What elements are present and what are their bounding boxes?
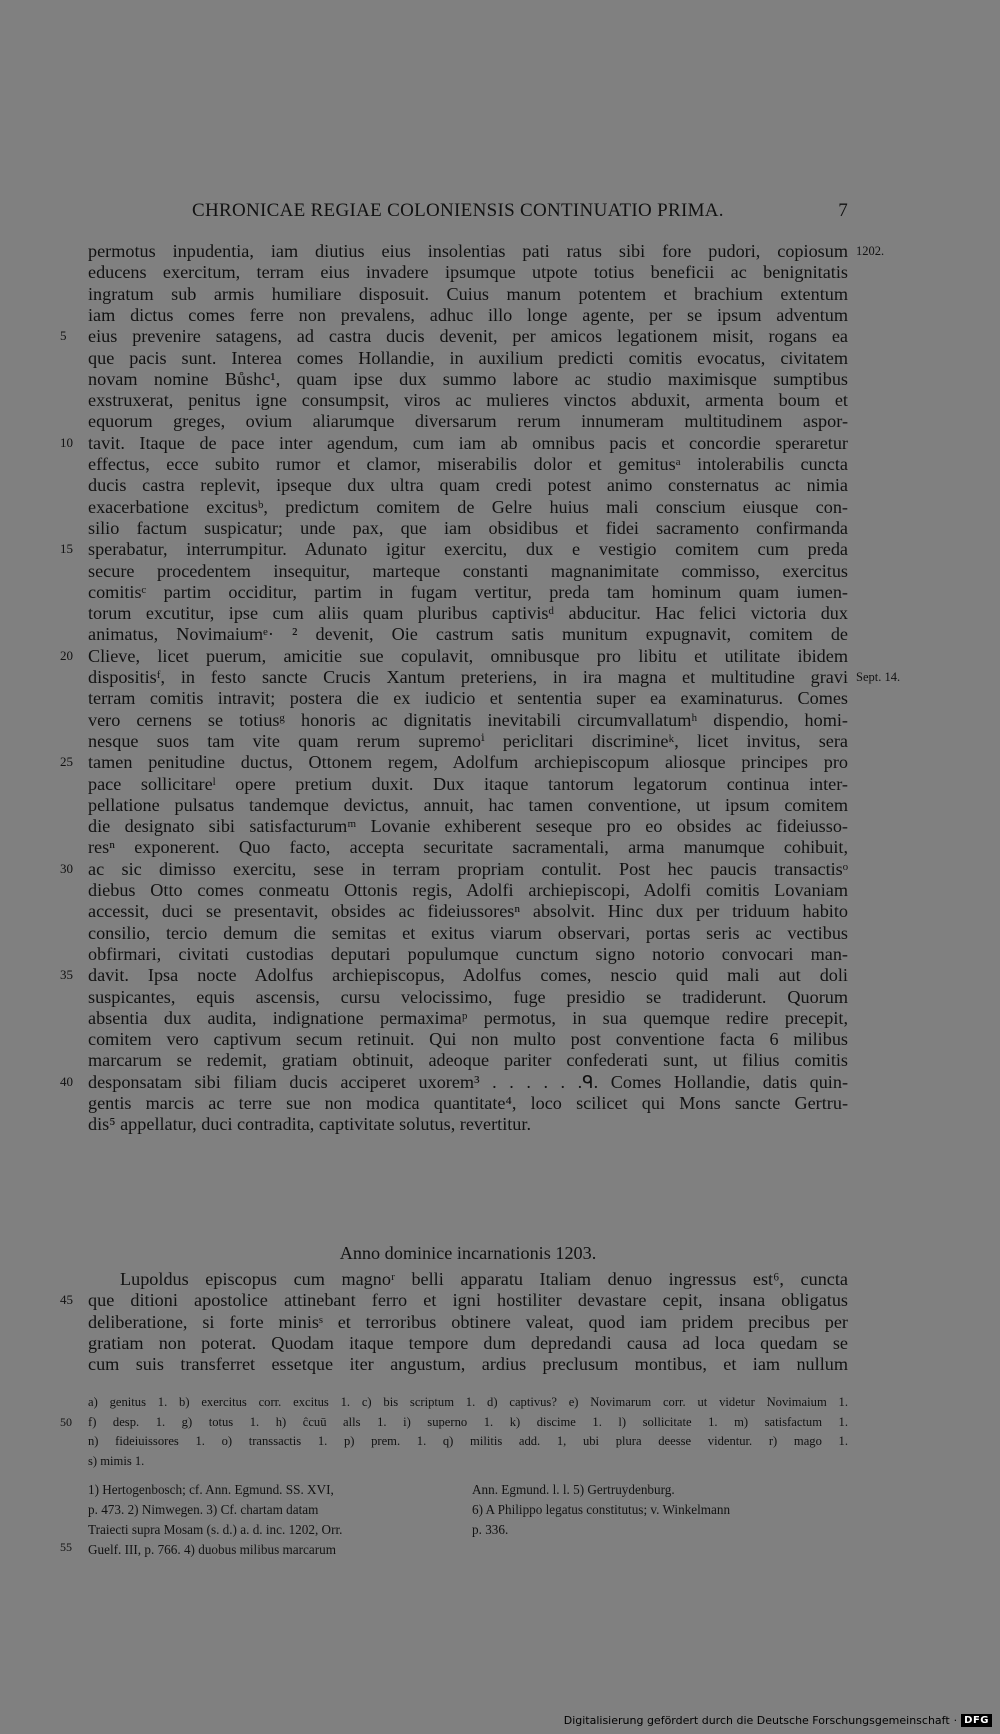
text-line [0,496,1000,518]
text-line [0,645,1000,667]
apparatus-line [0,1392,1000,1412]
text-line [0,1353,1000,1375]
text-line [0,304,1000,326]
running-header [88,200,848,224]
text-line [0,815,1000,837]
line-text: gratiam non poterat. Quodam itaque tempore dum depredandi causa ad loca quedam se [88,1332,848,1353]
note-line: Traiecti supra Mosam (s. d.) a. d. inc. 1202, Orr. [88,1522,343,1537]
text-line [0,1049,1000,1071]
apparatus-line [0,1431,1000,1451]
line-text: torum excutitur, ipse cum aliis quam pluribus captivisᵈ abducitur. Hac felici victoria dux [88,603,848,624]
text-line [0,325,1000,347]
line-text: davit. Ipsa nocte Adolfus archiepiscopus, Adolfus comes, nescio quid mali aut doli [88,965,848,986]
line-text: resⁿ exponerent. Quo facto, accepta securitate sacramentali, arma manumque cohibuit, [88,837,848,858]
note-line: Guelf. III, p. 766. 4) duobus milibus marcarum [88,1542,336,1557]
line-text: nesque suos tam vite quam rerum supremoⁱ periclitari discrimineᵏ, licet invitus, sera [88,730,848,751]
text-line [0,687,1000,709]
text-line [0,1113,1000,1135]
note-line: p. 336. [472,1522,509,1537]
text-line [0,794,1000,816]
text-line [0,879,1000,901]
line-text: Clieve, licet puerum, amicitie sue copulavit, omnibusque pro libitu et utilitate ibidem [88,645,848,666]
line-text: s) mimis 1. [88,1453,145,1468]
line-text: eius prevenire satagens, ad castra ducis devenit, per amicos legationem misit, rogans ea [88,326,848,347]
line-text: sperabatur, interrumpitur. Adunato igitur exercitu, dux e vestigio comitem cum preda [88,539,848,560]
notes-column-right [472,1480,730,1540]
text-line [0,1028,1000,1050]
margin-date-note: Sept. 14. [856,670,901,684]
text-line [0,943,1000,965]
text-line [0,730,1000,752]
text-line [0,538,1000,560]
text-line [0,1311,1000,1333]
line-text: educens exercitum, terram eius invadere ipsumque utpote totius beneficii ac benignitatis [88,262,848,283]
credit-text: Digitalisierung gefördert durch die Deutsche Forschungsgemeinschaft [563,1713,950,1727]
line-number: 15 [60,541,73,557]
line-text: exacerbatione excitusᵇ, predictum comitem de Gelre huius mali conscium eiusque con- [88,496,848,517]
text-line [0,368,1000,390]
line-text: gentis marcis ac terre sue non modica quantitate⁴, loco scilicet qui Mons sancte Gertru- [88,1093,848,1113]
line-text: dis⁵ appellatur, duci contradita, captivitate solutus, revertitur. [88,1114,531,1135]
text-line [0,581,1000,603]
text-line [0,1092,1000,1114]
margin-date-note: 1202. [856,244,885,258]
line-number: 50 [60,1414,72,1429]
line-number: 5 [60,328,67,344]
text-line [0,1071,1000,1093]
text-line [0,964,1000,986]
line-number: 20 [60,647,73,663]
text-line [0,986,1000,1008]
text-line [0,709,1000,731]
section-heading: Anno dominice incarnationis 1203. [339,1243,597,1263]
line-text: pellatione pulsatus tandemque devictus, annuit, hac tamen conventione, ut ipsum comitem [88,794,848,815]
line-text: exstruxerat, penitus igne consumpsit, viros ac mulieres vinctos abduxit, armenta boum et [88,390,848,411]
page-number: 7 [838,200,848,221]
text-line [0,560,1000,582]
digitization-credit: Digitalisierung gefördert durch die Deutsche Forschungsgemeinschaft · DFG [564,1712,992,1728]
note-line: Ann. Egmund. l. l. 5) Gertruydenburg. [472,1482,675,1497]
line-text: a) genitus 1. b) exercitus corr. excitus 1. c) bis scriptum 1. d) captivus? e) Novimarum corr. ut videtur Novimaium 1. [88,1395,848,1409]
text-line [0,517,1000,539]
text-line [0,900,1000,922]
text-line [0,773,1000,795]
line-text: ingratum sub armis humiliare disposuit. Cuius manum potentem et brachium extentum [88,283,848,304]
line-text: iam dictus comes ferre non prevalens, adhuc illo longe agente, per se ipsum adventum [88,304,848,325]
text-line [0,261,1000,283]
line-text: f) desp. 1. g) totus 1. h) ĉcuū alls 1. i) superno 1. k) discime 1. l) sollicitate 1. m) satisfactum 1. [88,1414,848,1429]
text-line [0,283,1000,305]
line-text: equorum greges, ovium aliarumque diversarum rerum innumeram multitudinem aspor- [88,411,848,432]
text-line [0,389,1000,411]
text-line [0,240,1000,262]
line-text: cum suis transferret essetque iter angustum, ardius preclusum montibus, et iam nullum [88,1354,848,1375]
notes-column-left [88,1480,342,1560]
apparatus-line [0,1412,1000,1432]
line-text: desponsatam sibi filiam ducis acciperet uxorem³ . . . . . .ᑫ. Comes Hollandie, datis quin- [88,1071,848,1092]
line-text: effectus, ecce subito rumor et clamor, miserabilis dolor et gemitusᵃ intolerabilis cuncta [88,454,848,474]
text-line [0,1268,1000,1290]
note-line: 6) A Philippo legatus constitutus; v. Winkelmann [472,1502,731,1517]
line-text: accessit, duci se presentavit, obsides ac fideiussoresⁿ absolvit. Hinc dux per triduum habito [88,901,848,922]
line-text: deliberatione, si forte minisˢ et terroribus obtinere valeat, quod iam pridem precibus per [88,1311,848,1332]
line-text: ac sic dimisso exercitu, sese in terram propriam contulit. Post hec paucis transactisᵒ [88,858,848,879]
line-number: 25 [60,754,73,770]
line-text: obfirmari, civitati custodias deputari populumque cunctum signo notorio convocari man- [88,943,848,964]
line-text: que pacis sunt. Interea comes Hollandie, in auxilium predicti comitis evocatus, civitatem [88,347,848,368]
line-text: pace sollicitareˡ opere pretium duxit. Dux itaque tantorum legatorum continua inter- [88,773,848,794]
line-text: secure procedentem insequitur, marteque constanti magnanimitate commisso, exercitus [88,560,848,581]
text-line [0,432,1000,454]
line-number: 55 [60,1540,72,1554]
line-text: permotus inpudentia, iam diutius eius insolentias pati ratus sibi fore pudori, copiosum [88,241,848,261]
text-line [0,410,1000,432]
line-text: marcarum se redemit, gratiam obtinuit, adeoque pariter confederati sunt, ut filius comitis [88,1050,848,1071]
line-number: 45 [60,1292,73,1308]
text-line [0,453,1000,475]
text-line [0,666,1000,688]
text-line [0,1289,1000,1311]
text-line [0,751,1000,773]
text-line [0,1007,1000,1029]
line-text: die designato sibi satisfacturumᵐ Lovanie exhiberent seseque pro eo obsides ac fideiusso- [88,816,848,837]
line-text: absentia dux audita, indignatione permaximaᵖ permotus, in sua quemque redire precepit, [88,1007,848,1028]
line-text: novam nomine Bůshc¹, quam ipse dux summo labore ac studio maximisque sumptibus [88,368,848,389]
note-line: p. 473. 2) Nimwegen. 3) Cf. chartam datam [88,1502,319,1517]
line-text: tavit. Itaque de pace inter agendum, cum iam ab omnibus pacis et concordie speraretur [88,432,848,453]
line-text: vero cernens se totiusᵍ honoris ac dignitatis inevitabili circumvallatumʰ dispendio, homi- [88,709,848,730]
dfg-logo: DFG [961,1714,992,1727]
line-text: que ditioni apostolice attinebant ferro et igni hostiliter devastare cepit, insana obligatus [88,1290,848,1311]
apparatus-line [0,1451,1000,1471]
line-text: silio factum suspicatur; unde pax, que iam obsidibus et fidei sacramento confirmanda [88,517,848,538]
text-line [0,474,1000,496]
line-number: 40 [60,1073,73,1089]
line-text: terram comitis intravit; postera die ex iudicio et sententia super ea examinaturus. Comes [88,688,848,709]
text-line [0,858,1000,880]
line-text: n) fideiuissores 1. o) transsactis 1. p) prem. 1. q) militis add. 1, ubi plura deesse videntur. r) mago 1. [88,1434,848,1448]
line-number: 35 [60,967,73,983]
line-text: consilio, tercio demum die semitas et exitus viarum observari, portas seris ac vectibus [88,922,848,943]
line-text: comitisᶜ partim occiditur, partim in fugam vertitur, preda tam hominum quam iumen- [88,581,848,602]
text-line [0,602,1000,624]
line-number: 10 [60,434,73,450]
line-text: ducis castra replevit, ipseque dux ultra quam credi potest animo consternatus ac nimia [88,475,848,496]
text-line [0,347,1000,369]
text-line [0,836,1000,858]
line-text: tamen penitudine ductus, Ottonem regem, Adolfum archiepiscopum aliosque principes pro [88,752,848,773]
text-line [0,922,1000,944]
line-text: animatus, Novimaiumᵉ· ² devenit, Oie castrum satis munitum expugnavit, comitem de [88,624,848,645]
line-text: suspicantes, equis ascensis, cursu velocissimo, fuge presidio se tradiderunt. Quorum [88,986,848,1007]
line-number: 30 [60,860,73,876]
note-line: 1) Hertogenbosch; cf. Ann. Egmund. SS. XVI, [88,1482,334,1497]
line-text: Lupoldus episcopus cum magnoʳ belli apparatu Italiam denuo ingressus est⁶, cuncta [120,1269,848,1289]
text-line [0,1332,1000,1354]
running-title: CHRONICAE REGIAE COLONIENSIS CONTINUATIO PRIMA. [192,200,724,221]
text-line [0,623,1000,645]
line-text: comitem vero captivum secum retinuit. Qui non multo post conventione facta 6 milibus [88,1029,848,1050]
line-text: dispositisᶠ, in festo sancte Crucis Xantum preteriens, in ira magna et multitudine gravi [88,667,848,687]
line-text: diebus Otto comes conmeatu Ottonis regis, Adolfi archiepiscopi, Adolfi comitis Lovaniam [88,880,848,900]
